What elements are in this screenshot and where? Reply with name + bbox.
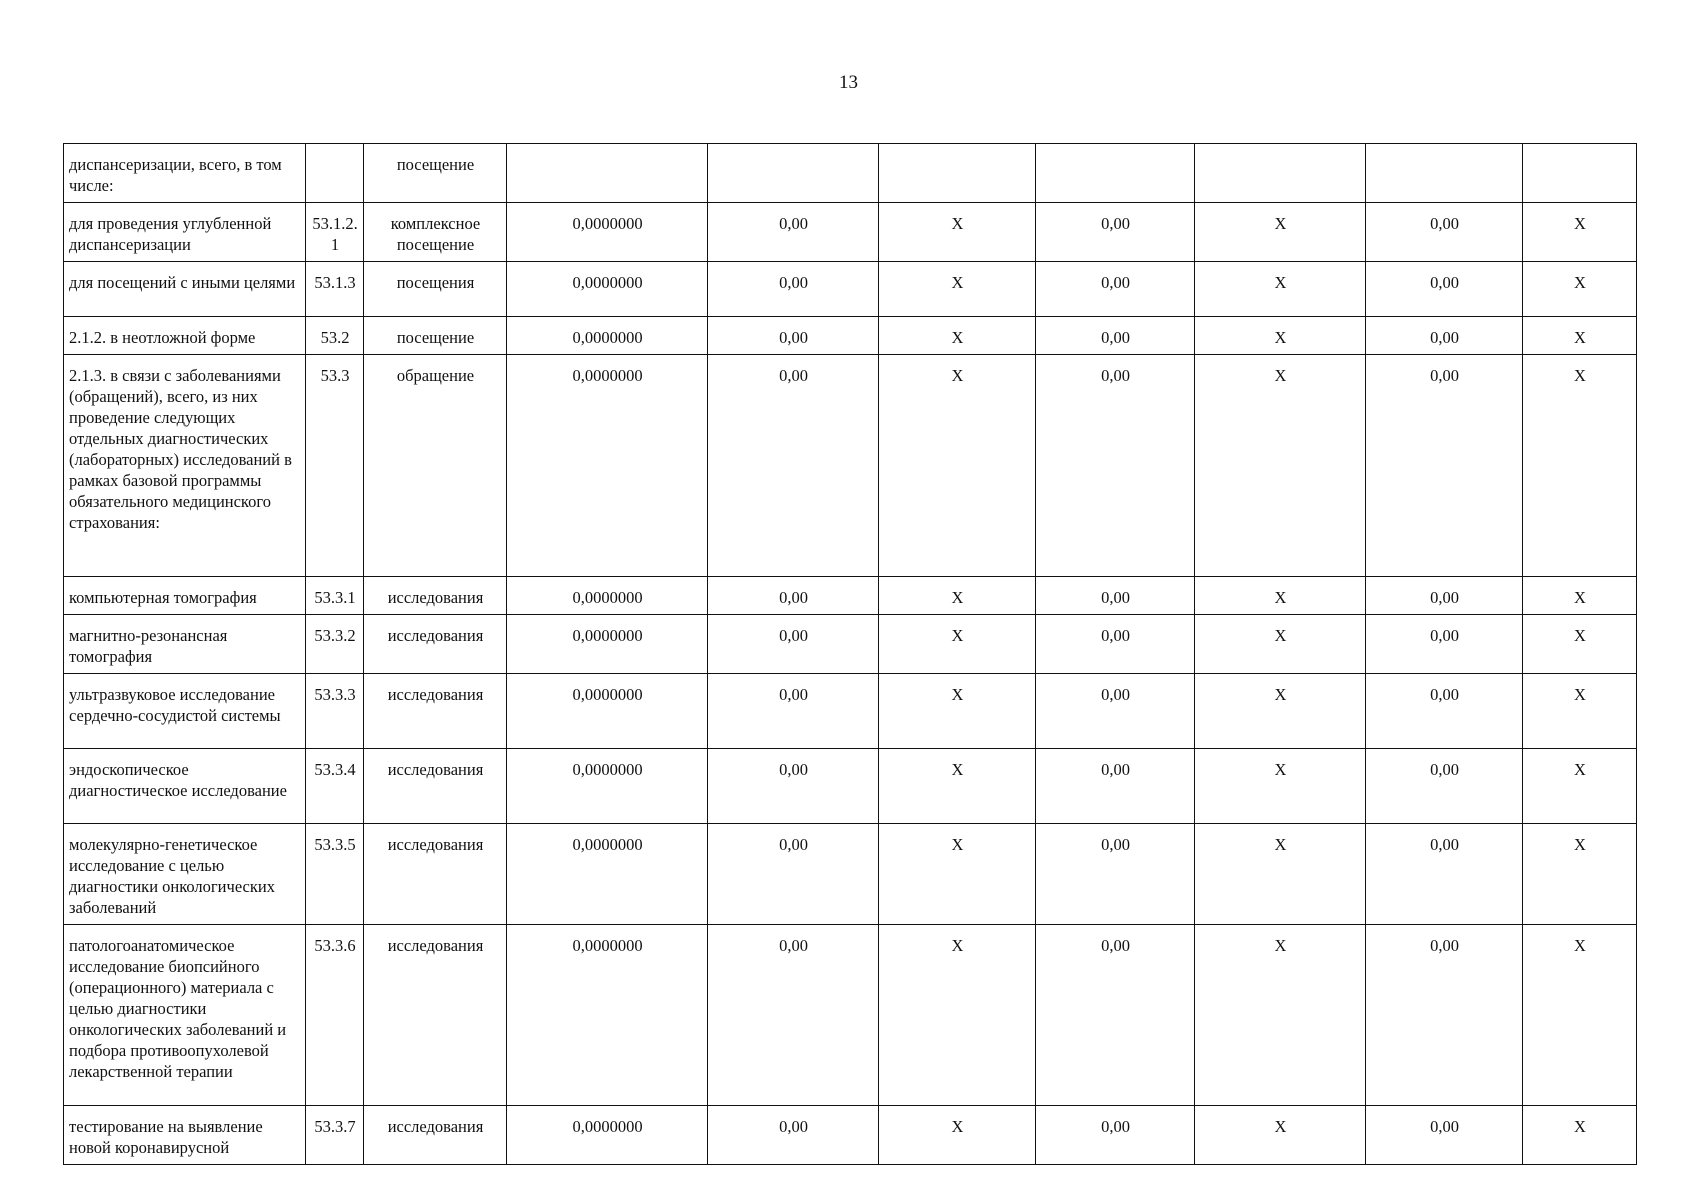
row-value-c5: 0,00 (708, 577, 879, 615)
row-value-c10: X (1523, 674, 1637, 749)
row-value-c8: X (1195, 355, 1366, 577)
row-unit: посещение (364, 144, 507, 203)
row-value-c9: 0,00 (1366, 577, 1523, 615)
row-name: молекулярно-генетическое исследование с целью диагностики онкологических заболеваний (64, 824, 306, 925)
row-value-c10 (1523, 144, 1637, 203)
page-number: 13 (839, 72, 858, 93)
row-value-c6: X (879, 615, 1036, 674)
row-value-c6: X (879, 577, 1036, 615)
table-row (64, 262, 1637, 317)
row-value-c7: 0,00 (1036, 317, 1195, 355)
row-value-c10: X (1523, 355, 1637, 577)
row-value-c6: X (879, 262, 1036, 317)
table-row (64, 824, 1637, 925)
row-value-c9: 0,00 (1366, 355, 1523, 577)
row-name: для проведения углубленной диспансеризации (64, 203, 306, 262)
row-code: 53.3.6 (306, 925, 364, 1106)
row-value-c7 (1036, 144, 1195, 203)
row-name: патологоанатомическое исследование биопсийного (операционного) материала с целью диагностики онкологических заболеваний и подбора противоопухолевой лекарственной терапии (64, 925, 306, 1106)
row-value-c9: 0,00 (1366, 203, 1523, 262)
row-value-c7: 0,00 (1036, 615, 1195, 674)
row-value-c5: 0,00 (708, 317, 879, 355)
row-value-c7: 0,00 (1036, 749, 1195, 824)
row-value-c4: 0,0000000 (507, 824, 708, 925)
row-value-c9: 0,00 (1366, 674, 1523, 749)
row-value-c4 (507, 144, 708, 203)
row-value-c8: X (1195, 749, 1366, 824)
row-value-c8: X (1195, 577, 1366, 615)
row-unit: обращение (364, 355, 507, 577)
row-unit: исследования (364, 749, 507, 824)
row-unit: исследования (364, 824, 507, 925)
row-name: 2.1.3. в связи с заболеваниями (обращений), всего, из них проведение следующих отдельных диагностических (лабораторных) исследований в рамках базовой программы обязательного медицинского страхования: (64, 355, 306, 577)
row-value-c4: 0,0000000 (507, 355, 708, 577)
row-name: тестирование на выявление новой коронавирусной (64, 1106, 306, 1165)
row-value-c7: 0,00 (1036, 824, 1195, 925)
row-value-c9: 0,00 (1366, 317, 1523, 355)
row-name: 2.1.2. в неотложной форме (64, 317, 306, 355)
row-value-c8: X (1195, 1106, 1366, 1165)
row-value-c10: X (1523, 203, 1637, 262)
row-name: для посещений с иными целями (64, 262, 306, 317)
row-code: 53.2 (306, 317, 364, 355)
row-value-c6: X (879, 824, 1036, 925)
row-code: 53.3.5 (306, 824, 364, 925)
row-value-c8 (1195, 144, 1366, 203)
row-value-c4: 0,0000000 (507, 615, 708, 674)
row-value-c4: 0,0000000 (507, 925, 708, 1106)
row-value-c4: 0,0000000 (507, 1106, 708, 1165)
row-unit: посещения (364, 262, 507, 317)
row-value-c6 (879, 144, 1036, 203)
row-value-c5: 0,00 (708, 674, 879, 749)
row-value-c4: 0,0000000 (507, 749, 708, 824)
row-value-c7: 0,00 (1036, 262, 1195, 317)
row-name: диспансеризации, всего, в том числе: (64, 144, 306, 203)
row-code: 53.3.4 (306, 749, 364, 824)
row-unit: посещение (364, 317, 507, 355)
row-value-c9: 0,00 (1366, 615, 1523, 674)
row-value-c10: X (1523, 317, 1637, 355)
row-unit: исследования (364, 674, 507, 749)
row-value-c7: 0,00 (1036, 577, 1195, 615)
table-row (64, 925, 1637, 1106)
row-value-c9: 0,00 (1366, 925, 1523, 1106)
row-value-c5: 0,00 (708, 925, 879, 1106)
row-unit: комплексное посещение (364, 203, 507, 262)
row-name: эндоскопическое диагностическое исследование (64, 749, 306, 824)
row-code: 53.3.3 (306, 674, 364, 749)
row-value-c5: 0,00 (708, 615, 879, 674)
row-value-c4: 0,0000000 (507, 674, 708, 749)
row-value-c9 (1366, 144, 1523, 203)
row-code: 53.1.3 (306, 262, 364, 317)
row-value-c8: X (1195, 925, 1366, 1106)
data-table (63, 143, 1637, 1165)
row-value-c6: X (879, 1106, 1036, 1165)
row-value-c9: 0,00 (1366, 749, 1523, 824)
row-value-c4: 0,0000000 (507, 577, 708, 615)
row-unit: исследования (364, 615, 507, 674)
table-row (64, 674, 1637, 749)
row-value-c5: 0,00 (708, 262, 879, 317)
row-value-c6: X (879, 355, 1036, 577)
row-value-c7: 0,00 (1036, 203, 1195, 262)
row-value-c6: X (879, 749, 1036, 824)
row-value-c10: X (1523, 262, 1637, 317)
row-value-c7: 0,00 (1036, 1106, 1195, 1165)
row-value-c10: X (1523, 749, 1637, 824)
row-value-c7: 0,00 (1036, 355, 1195, 577)
row-unit: исследования (364, 577, 507, 615)
row-value-c6: X (879, 203, 1036, 262)
row-value-c5: 0,00 (708, 749, 879, 824)
row-value-c4: 0,0000000 (507, 317, 708, 355)
row-value-c4: 0,0000000 (507, 262, 708, 317)
row-value-c10: X (1523, 615, 1637, 674)
table-row (64, 1106, 1637, 1165)
row-name: компьютерная томография (64, 577, 306, 615)
row-value-c8: X (1195, 824, 1366, 925)
row-name: ультразвуковое исследование сердечно-сосудистой системы (64, 674, 306, 749)
row-value-c10: X (1523, 824, 1637, 925)
row-value-c7: 0,00 (1036, 925, 1195, 1106)
row-code: 53.3 (306, 355, 364, 577)
row-value-c5 (708, 144, 879, 203)
table-row (64, 615, 1637, 674)
row-code: 53.1.2.1 (306, 203, 364, 262)
row-value-c5: 0,00 (708, 1106, 879, 1165)
row-value-c9: 0,00 (1366, 262, 1523, 317)
row-value-c8: X (1195, 317, 1366, 355)
row-value-c6: X (879, 925, 1036, 1106)
row-unit: исследования (364, 1106, 507, 1165)
row-value-c9: 0,00 (1366, 824, 1523, 925)
row-value-c8: X (1195, 262, 1366, 317)
table-row (64, 144, 1637, 203)
row-value-c5: 0,00 (708, 355, 879, 577)
table-row (64, 203, 1637, 262)
row-value-c7: 0,00 (1036, 674, 1195, 749)
table-row (64, 317, 1637, 355)
row-code: 53.3.2 (306, 615, 364, 674)
row-value-c5: 0,00 (708, 824, 879, 925)
row-code: 53.3.1 (306, 577, 364, 615)
row-value-c10: X (1523, 1106, 1637, 1165)
row-value-c8: X (1195, 615, 1366, 674)
table-row (64, 577, 1637, 615)
row-value-c10: X (1523, 577, 1637, 615)
row-value-c6: X (879, 317, 1036, 355)
row-value-c5: 0,00 (708, 203, 879, 262)
row-name: магнитно-резонансная томография (64, 615, 306, 674)
row-value-c10: X (1523, 925, 1637, 1106)
row-value-c6: X (879, 674, 1036, 749)
row-code (306, 144, 364, 203)
row-value-c4: 0,0000000 (507, 203, 708, 262)
table-row (64, 749, 1637, 824)
row-value-c8: X (1195, 203, 1366, 262)
table-row (64, 355, 1637, 577)
row-value-c9: 0,00 (1366, 1106, 1523, 1165)
row-unit: исследования (364, 925, 507, 1106)
row-value-c8: X (1195, 674, 1366, 749)
row-code: 53.3.7 (306, 1106, 364, 1165)
